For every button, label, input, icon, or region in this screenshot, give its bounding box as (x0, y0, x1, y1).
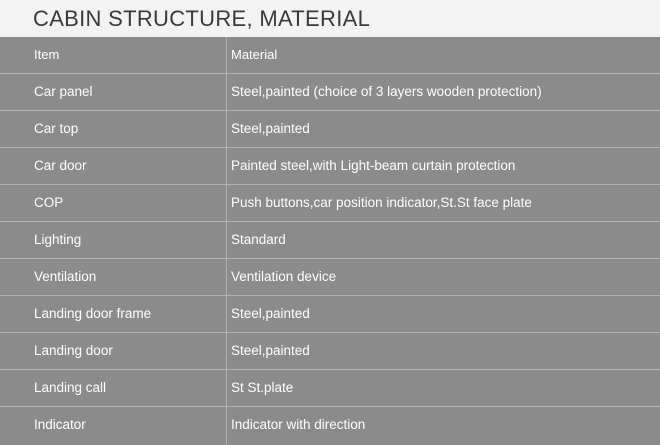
material-cell: St St.plate (231, 380, 294, 395)
item-cell: Landing door (34, 343, 113, 358)
material-cell: Steel,painted (231, 343, 310, 358)
item-cell: Indicator (34, 417, 86, 432)
table-row (0, 222, 660, 259)
material-cell: Painted steel,with Light-beam curtain protection (231, 158, 516, 173)
item-cell: Car door (34, 158, 87, 173)
table-row (0, 370, 660, 407)
material-cell: Ventilation device (231, 269, 337, 284)
header-item: Item (34, 47, 60, 62)
item-cell: Landing door frame (34, 306, 152, 321)
item-cell: Car panel (34, 84, 93, 99)
table-row (0, 74, 660, 111)
page-title: CABIN STRUCTURE, MATERIAL (33, 6, 371, 31)
table-row (0, 333, 660, 370)
item-cell: COP (34, 195, 64, 210)
spec-table (0, 37, 660, 445)
material-cell: Steel,painted (231, 121, 310, 136)
item-cell: Landing call (34, 380, 107, 395)
table-header-row (0, 37, 660, 74)
item-cell: Lighting (34, 232, 82, 247)
table-row (0, 407, 660, 444)
table-row (0, 185, 660, 222)
item-cell: Car top (34, 121, 79, 136)
table-row (0, 111, 660, 148)
material-cell: Standard (231, 232, 286, 247)
material-cell: Steel,painted (choice of 3 layers wooden protection) (231, 84, 542, 99)
item-cell: Ventilation (34, 269, 97, 284)
material-cell: Steel,painted (231, 306, 310, 321)
header-material: Material (231, 47, 278, 62)
table-row (0, 296, 660, 333)
material-cell: Indicator with direction (231, 417, 366, 432)
material-cell: Push buttons,car position indicator,St.St face plate (231, 195, 532, 210)
table-row (0, 148, 660, 185)
table-row (0, 259, 660, 296)
